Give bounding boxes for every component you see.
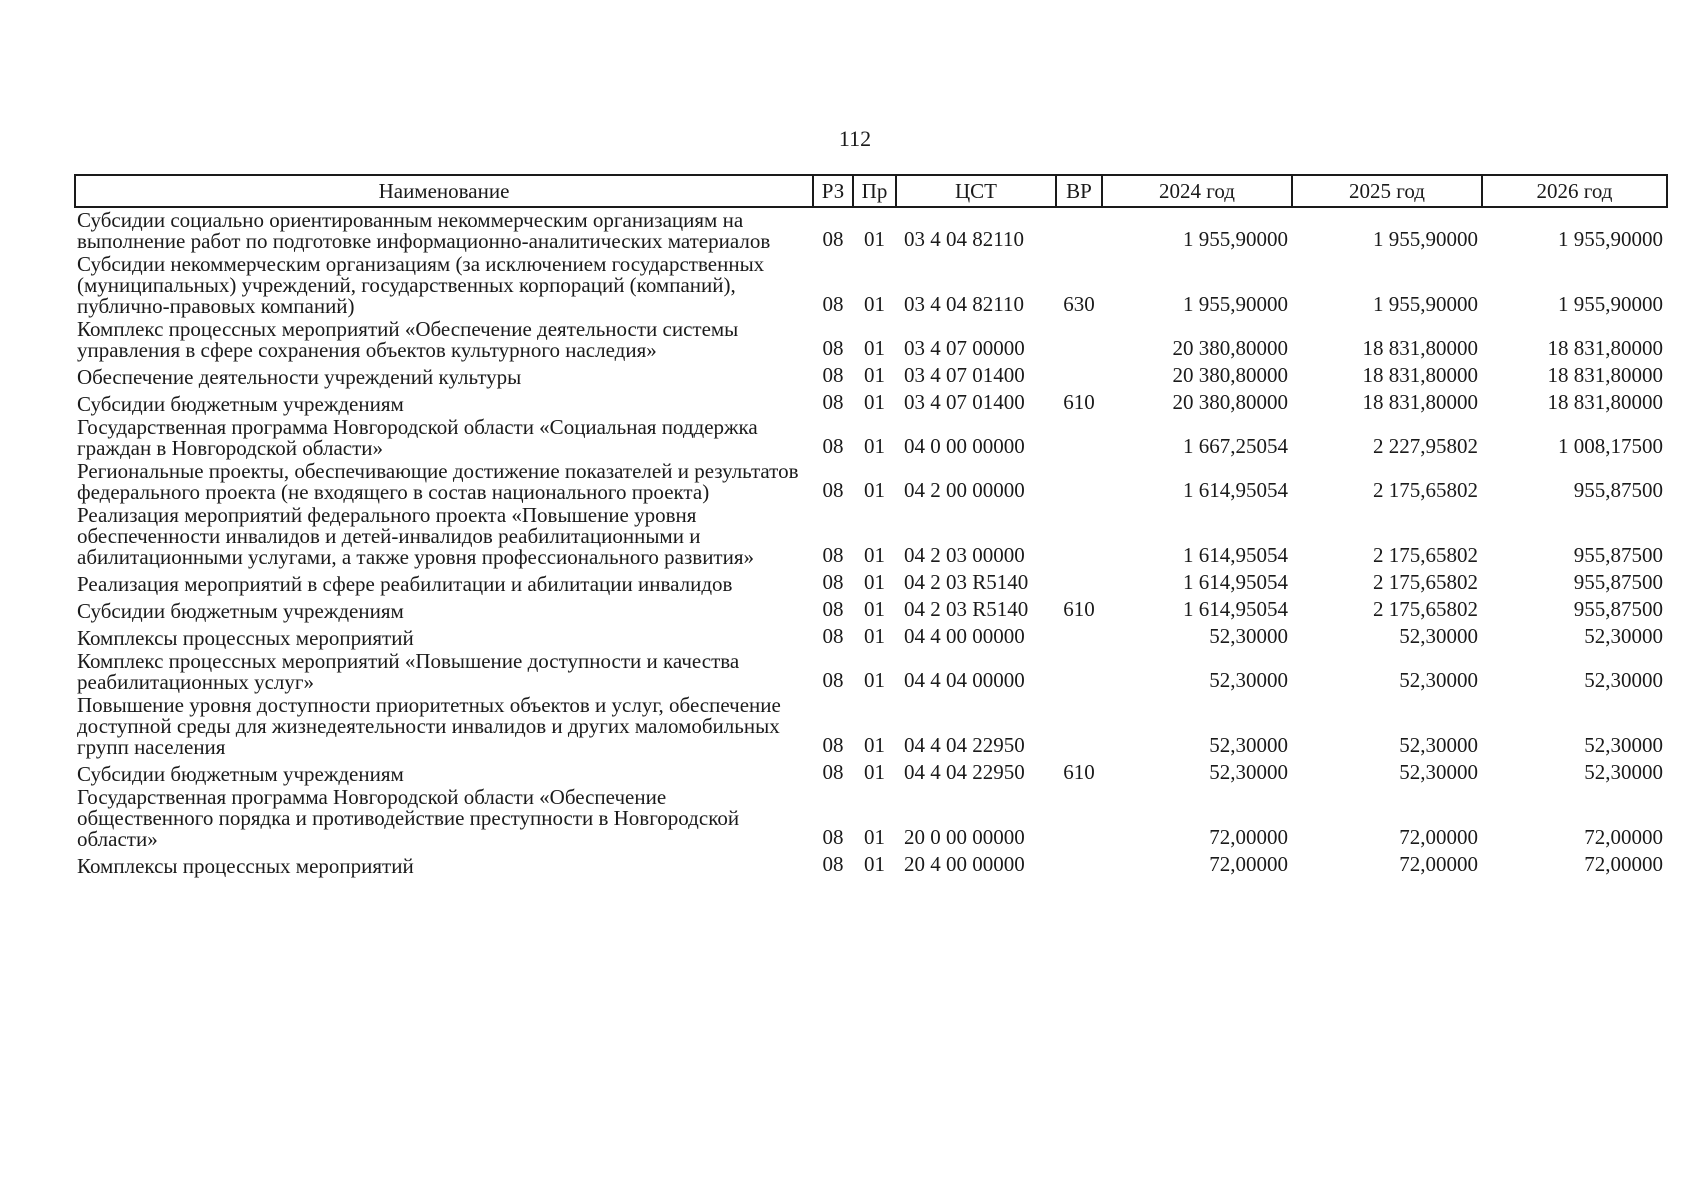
cell-pr: 01 — [864, 624, 885, 648]
cell-2026: 72,00000 — [1584, 852, 1663, 876]
header-cst: ЦСТ — [896, 175, 1056, 207]
cell-cst: 04 4 04 00000 — [904, 668, 1025, 692]
cell-2025: 1 955,90000 — [1373, 292, 1478, 316]
table-row — [75, 252, 1667, 317]
cell-pr: 01 — [864, 390, 885, 414]
table-row — [75, 503, 1667, 568]
table-row — [75, 850, 1667, 877]
cell-2025: 18 831,80000 — [1362, 390, 1478, 414]
table-row — [75, 622, 1667, 649]
header-pr: Пр — [853, 175, 896, 207]
cell-2026: 955,87500 — [1573, 570, 1663, 594]
cell-name: Субсидии некоммерческим организациям (за исключением государственных (муниципальных) учреждений, государственных корпораций (компаний), публично-правовых компаний) — [77, 252, 765, 318]
header-name: Наименование — [75, 175, 813, 207]
cell-pr: 01 — [864, 668, 885, 692]
cell-2025: 18 831,80000 — [1362, 336, 1478, 360]
cell-name: Обеспечение деятельности учреждений культуры — [77, 365, 522, 389]
header-vr: ВР — [1056, 175, 1102, 207]
cell-rz: 08 — [822, 760, 844, 784]
cell-cst: 03 4 07 00000 — [904, 336, 1025, 360]
cell-name: Комплексы процессных мероприятий — [77, 854, 414, 878]
cell-2025: 52,30000 — [1399, 668, 1478, 692]
cell-2025: 2 175,65802 — [1373, 478, 1478, 502]
cell-cst: 04 0 00 00000 — [904, 434, 1025, 458]
cell-cst: 04 2 00 00000 — [904, 478, 1025, 502]
cell-pr: 01 — [864, 292, 885, 316]
cell-2026: 52,30000 — [1584, 733, 1663, 757]
table-row — [75, 415, 1667, 459]
cell-name: Региональные проекты, обеспечивающие достижение показателей и результатов федерального проекта (не входящего в состав национального проекта) — [77, 459, 799, 504]
cell-2025: 2 175,65802 — [1373, 570, 1478, 594]
cell-rz: 08 — [822, 825, 844, 849]
cell-vr — [1056, 207, 1102, 252]
cell-pr: 01 — [864, 852, 885, 876]
cell-rz: 08 — [822, 292, 844, 316]
cell-2024: 1 955,90000 — [1183, 227, 1288, 251]
cell-cst: 03 4 04 82110 — [904, 227, 1024, 251]
cell-2026: 72,00000 — [1584, 825, 1663, 849]
cell-name: Комплексы процессных мероприятий — [77, 626, 414, 650]
cell-rz: 08 — [822, 227, 844, 251]
cell-cst: 20 4 00 00000 — [904, 852, 1025, 876]
cell-2024: 1 955,90000 — [1183, 292, 1288, 316]
cell-cst: 04 4 00 00000 — [904, 624, 1025, 648]
cell-2025: 2 175,65802 — [1373, 597, 1478, 621]
cell-2026: 955,87500 — [1573, 543, 1663, 567]
cell-2026: 52,30000 — [1584, 760, 1663, 784]
cell-pr: 01 — [864, 733, 885, 757]
cell-rz: 08 — [822, 336, 844, 360]
cell-cst: 20 0 00 00000 — [904, 825, 1025, 849]
table-body — [75, 207, 1667, 877]
cell-2025: 52,30000 — [1399, 760, 1478, 784]
cell-rz: 08 — [822, 363, 844, 387]
cell-2026: 52,30000 — [1584, 668, 1663, 692]
cell-2025: 52,30000 — [1399, 624, 1478, 648]
cell-vr — [1056, 503, 1102, 568]
cell-cst: 03 4 07 01400 — [904, 390, 1025, 414]
cell-vr — [1056, 568, 1102, 595]
cell-vr — [1056, 649, 1102, 693]
cell-vr — [1056, 622, 1102, 649]
cell-vr: 630 — [1063, 292, 1095, 316]
cell-vr — [1056, 850, 1102, 877]
cell-name: Повышение уровня доступности приоритетных объектов и услуг, обеспечение доступной среды для жизнедеятельности инвалидов и других маломобильных групп населения — [77, 693, 781, 759]
cell-vr — [1056, 785, 1102, 850]
cell-name: Субсидии бюджетным учреждениям — [77, 762, 404, 786]
cell-2024: 1 614,95054 — [1183, 597, 1288, 621]
header-2024: 2024 год — [1102, 175, 1292, 207]
cell-pr: 01 — [864, 825, 885, 849]
table-row — [75, 595, 1667, 622]
cell-2026: 18 831,80000 — [1547, 390, 1663, 414]
cell-cst: 03 4 07 01400 — [904, 363, 1025, 387]
cell-cst: 04 4 04 22950 — [904, 760, 1025, 784]
cell-rz: 08 — [822, 852, 844, 876]
cell-2025: 1 955,90000 — [1373, 227, 1478, 251]
table-row — [75, 361, 1667, 388]
cell-cst: 04 2 03 R5140 — [904, 570, 1029, 594]
table-row — [75, 785, 1667, 850]
cell-2024: 52,30000 — [1209, 733, 1288, 757]
cell-name: Субсидии социально ориентированным некоммерческим организациям на выполнение работ по подготовке информационно-аналитических материалов — [77, 208, 771, 253]
cell-2025: 2 175,65802 — [1373, 543, 1478, 567]
cell-name: Реализация мероприятий в сфере реабилитации и абилитации инвалидов — [77, 572, 733, 596]
cell-2026: 52,30000 — [1584, 624, 1663, 648]
cell-2025: 2 227,95802 — [1373, 434, 1478, 458]
table-row — [75, 568, 1667, 595]
cell-2026: 18 831,80000 — [1547, 336, 1663, 360]
cell-2024: 20 380,80000 — [1172, 390, 1288, 414]
cell-name: Государственная программа Новгородской области «Обеспечение общественного порядка и противодействие преступности в Новгородской области» — [77, 785, 740, 851]
table-row — [75, 459, 1667, 503]
cell-vr: 610 — [1063, 597, 1095, 621]
cell-vr — [1056, 459, 1102, 503]
cell-2025: 72,00000 — [1399, 852, 1478, 876]
cell-rz: 08 — [822, 478, 844, 502]
cell-cst: 04 2 03 00000 — [904, 543, 1025, 567]
cell-2024: 20 380,80000 — [1172, 363, 1288, 387]
cell-vr: 610 — [1063, 390, 1095, 414]
cell-cst: 04 4 04 22950 — [904, 733, 1025, 757]
cell-name: Субсидии бюджетным учреждениям — [77, 392, 404, 416]
cell-rz: 08 — [822, 668, 844, 692]
cell-2025: 72,00000 — [1399, 825, 1478, 849]
cell-name: Государственная программа Новгородской области «Социальная поддержка граждан в Новгородской области» — [77, 415, 758, 460]
cell-rz: 08 — [822, 624, 844, 648]
cell-vr — [1056, 317, 1102, 361]
cell-2026: 18 831,80000 — [1547, 363, 1663, 387]
budget-table — [74, 174, 1668, 877]
table-row — [75, 649, 1667, 693]
cell-pr: 01 — [864, 597, 885, 621]
cell-rz: 08 — [822, 390, 844, 414]
cell-2024: 52,30000 — [1209, 668, 1288, 692]
cell-2024: 1 667,25054 — [1183, 434, 1288, 458]
cell-vr — [1056, 361, 1102, 388]
cell-name: Комплекс процессных мероприятий «Повышение доступности и качества реабилитационных услуг» — [77, 649, 740, 694]
cell-2024: 72,00000 — [1209, 852, 1288, 876]
cell-2026: 955,87500 — [1573, 597, 1663, 621]
cell-2024: 52,30000 — [1209, 760, 1288, 784]
cell-pr: 01 — [864, 570, 885, 594]
cell-2026: 1 955,90000 — [1558, 227, 1663, 251]
cell-pr: 01 — [864, 227, 885, 251]
cell-pr: 01 — [864, 336, 885, 360]
table-row — [75, 758, 1667, 785]
table-row — [75, 207, 1667, 252]
table-row — [75, 388, 1667, 415]
cell-2024: 72,00000 — [1209, 825, 1288, 849]
cell-rz: 08 — [822, 733, 844, 757]
cell-2024: 1 614,95054 — [1183, 543, 1288, 567]
cell-name: Комплекс процессных мероприятий «Обеспечение деятельности системы управления в сфере сохранения объектов культурного наследия» — [77, 317, 739, 362]
page-number: 112 — [838, 126, 872, 151]
cell-rz: 08 — [822, 570, 844, 594]
header-rz: РЗ — [813, 175, 853, 207]
cell-name: Реализация мероприятий федерального проекта «Повышение уровня обеспеченности инвалидов и детей-инвалидов реабилитационными и абилитационными услугами, а также уровня профессионального развития» — [77, 503, 755, 569]
cell-2026: 955,87500 — [1573, 478, 1663, 502]
table-row — [75, 317, 1667, 361]
cell-pr: 01 — [864, 478, 885, 502]
cell-2024: 20 380,80000 — [1172, 336, 1288, 360]
cell-pr: 01 — [864, 434, 885, 458]
header-2025: 2025 год — [1292, 175, 1482, 207]
cell-pr: 01 — [864, 543, 885, 567]
cell-vr — [1056, 415, 1102, 459]
cell-2025: 52,30000 — [1399, 733, 1478, 757]
cell-2024: 1 614,95054 — [1183, 478, 1288, 502]
cell-rz: 08 — [822, 597, 844, 621]
cell-2024: 1 614,95054 — [1183, 570, 1288, 594]
cell-vr — [1056, 693, 1102, 758]
cell-rz: 08 — [822, 434, 844, 458]
cell-rz: 08 — [822, 543, 844, 567]
cell-2024: 52,30000 — [1209, 624, 1288, 648]
table-header — [75, 175, 1667, 207]
header-2026: 2026 год — [1482, 175, 1667, 207]
table-row — [75, 693, 1667, 758]
cell-2026: 1 008,17500 — [1558, 434, 1663, 458]
cell-cst: 03 4 04 82110 — [904, 292, 1024, 316]
cell-2025: 18 831,80000 — [1362, 363, 1478, 387]
cell-name: Субсидии бюджетным учреждениям — [77, 599, 404, 623]
cell-cst: 04 2 03 R5140 — [904, 597, 1029, 621]
cell-2026: 1 955,90000 — [1558, 292, 1663, 316]
cell-pr: 01 — [864, 363, 885, 387]
cell-pr: 01 — [864, 760, 885, 784]
cell-vr: 610 — [1063, 760, 1095, 784]
